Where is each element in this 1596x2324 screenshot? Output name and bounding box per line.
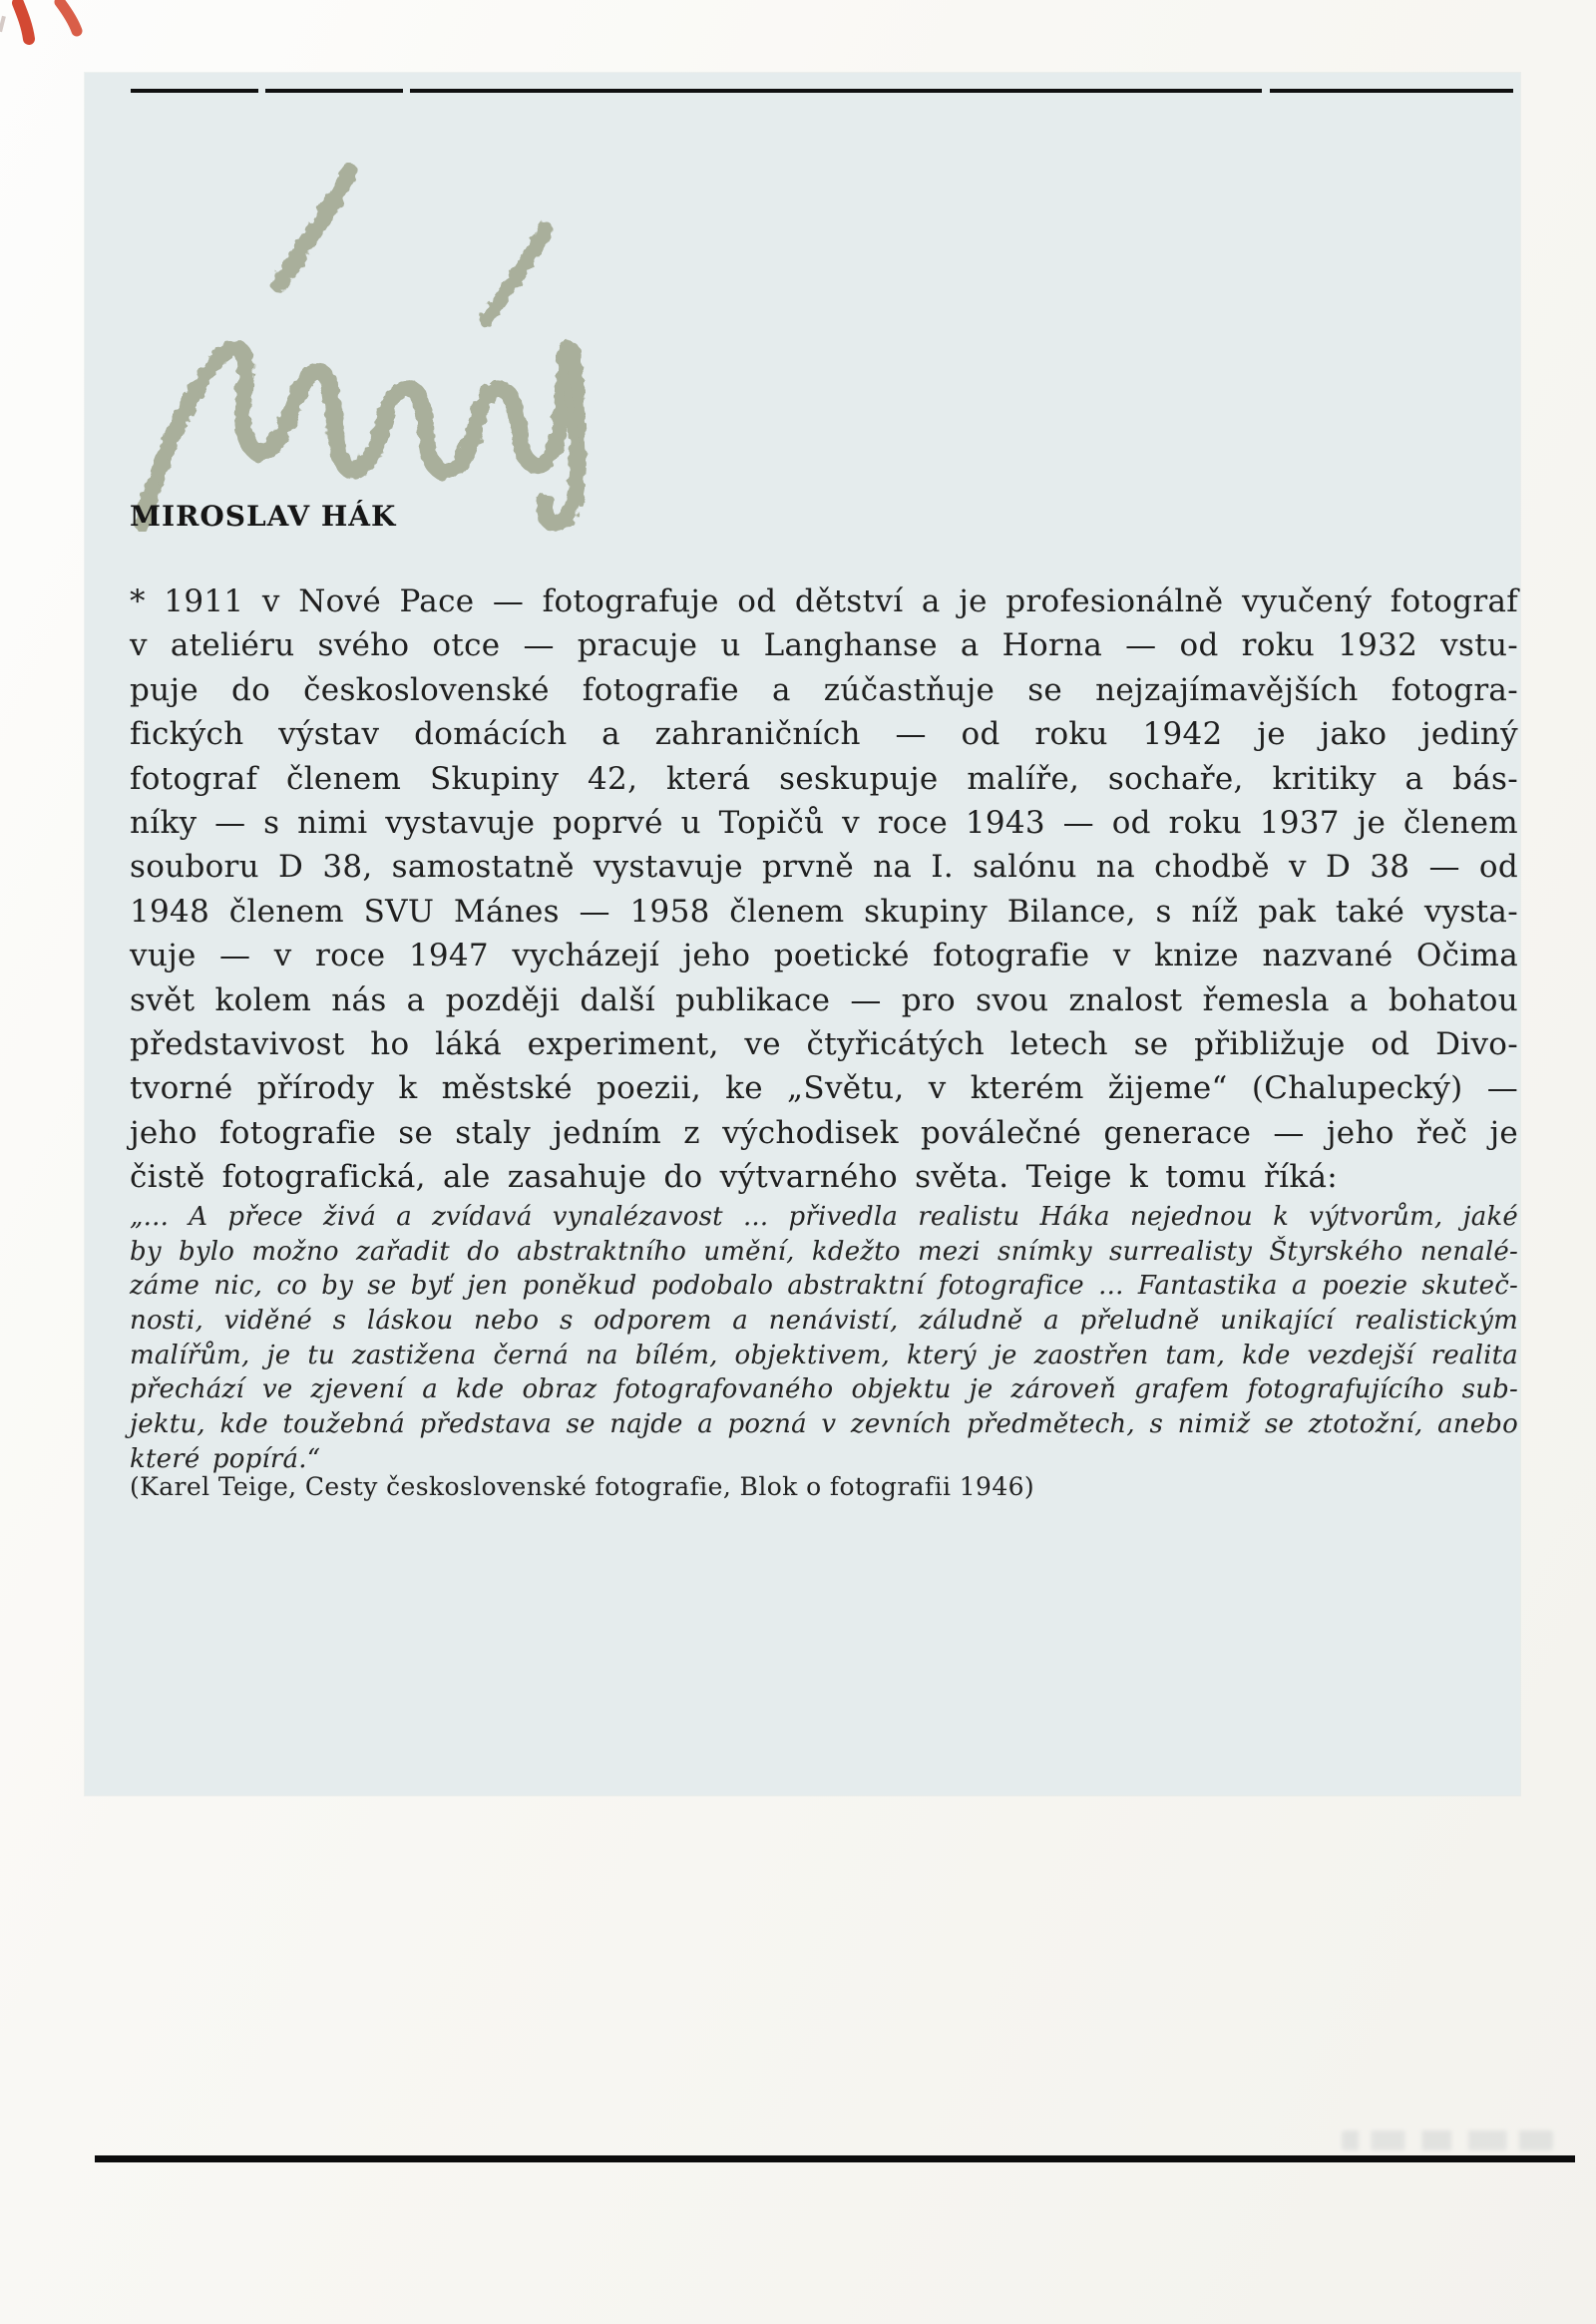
quotation-line: jektu, kde toužebná představa se najde a pozná v zevních předmětech, s nimiž se ztotožní, anebo [130, 1409, 1518, 1440]
biography-paragraph [130, 580, 1518, 1199]
top-rule-segment [1270, 89, 1513, 93]
signature-graphic [110, 148, 608, 532]
top-rule-segment [265, 89, 403, 93]
quotation-line: záme nic, co by se byť jen poněkud podobalo abstraktní fotografice ... Fantastika a poezie skuteč- [130, 1271, 1518, 1302]
biography-line: čistě fotografická, ale zasahuje do výtvarného světa. Teige k tomu říká: [130, 1159, 1338, 1196]
quotation-line: malířům, je tu zastižena černá na bílém, objektivem, který je zaostřen tam, kde vezdejší realita [130, 1340, 1518, 1370]
quotation-line: by bylo možno zařadit do abstraktního umění, kdežto mezi snímky surrealisty Štyrského nenalé- [130, 1236, 1518, 1267]
page-title: MIROSLAV HÁK [130, 500, 397, 533]
scan-edge-artifact [0, 16, 6, 32]
biography-line: svět kolem nás a později další publikace — pro svou znalost řemesla a bohatou [130, 981, 1518, 1018]
biography-line: 1948 členem SVU Mánes — 1958 členem skupiny Bilance, s níž pak také vysta- [130, 893, 1518, 930]
top-rule-segment [410, 89, 1262, 93]
biography-line: puje do československé fotografie a zúčastňuje se nejzajímavějších fotogra- [130, 671, 1518, 708]
red-corner-marks [8, 0, 118, 48]
top-rule-segment [131, 89, 258, 93]
biography-line: fotograf členem Skupiny 42, která seskupuje malíře, sochaře, kritiky a bás- [130, 760, 1518, 797]
biography-line: fických výstav domácích a zahraničních — od roku 1942 je jako jediný [130, 716, 1518, 753]
citation-line: (Karel Teige, Cesty československé fotografie, Blok o fotografii 1946) [130, 1472, 1035, 1501]
biography-line: níky — s nimi vystavuje poprvé u Topičů v roce 1943 — od roku 1937 je členem [130, 804, 1518, 841]
quotation-paragraph [130, 1200, 1518, 1477]
biography-line: souboru D 38, samostatně vystavuje prvně na I. salónu na chodbě v D 38 — od [130, 849, 1518, 886]
biography-line: vuje — v roce 1947 vycházejí jeho poetické fotografie v knize nazvané Očima [130, 938, 1518, 974]
quotation-line: nosti, viděné s láskou nebo s odporem a nenávistí, záludně a přeludně unikající realistickým [130, 1306, 1518, 1337]
bottom-rule [95, 2155, 1575, 2162]
quotation-line: přechází ve zjevení a kde obraz fotografovaného objektu je zároveň grafem fotografujícího sub- [130, 1374, 1518, 1405]
show-through-smudge [1342, 2130, 1553, 2150]
quotation-line: „... A přece živá a zvídavá vynalézavost ... přivedla realistu Háka nejednou k výtvorům, jaké [130, 1202, 1518, 1232]
biography-line: tvorné přírody k městské poezii, ke „Světu, v kterém žijeme“ (Chalupecký) — [130, 1070, 1518, 1107]
biography-line: představivost ho láká experiment, ve čtyřicátých letech se přibližuje od Divo- [130, 1025, 1518, 1062]
quotation-line: které popírá.“ [130, 1443, 321, 1474]
biography-line: jeho fotografie se staly jedním z východisek poválečné generace — jeho řeč je [130, 1114, 1518, 1151]
biography-line: v ateliéru svého otce — pracuje u Langhanse a Horna — od roku 1932 vstu- [130, 627, 1518, 664]
biography-line: * 1911 v Nové Pace — fotografuje od dětství a je profesionálně vyučený fotograf [130, 583, 1518, 619]
